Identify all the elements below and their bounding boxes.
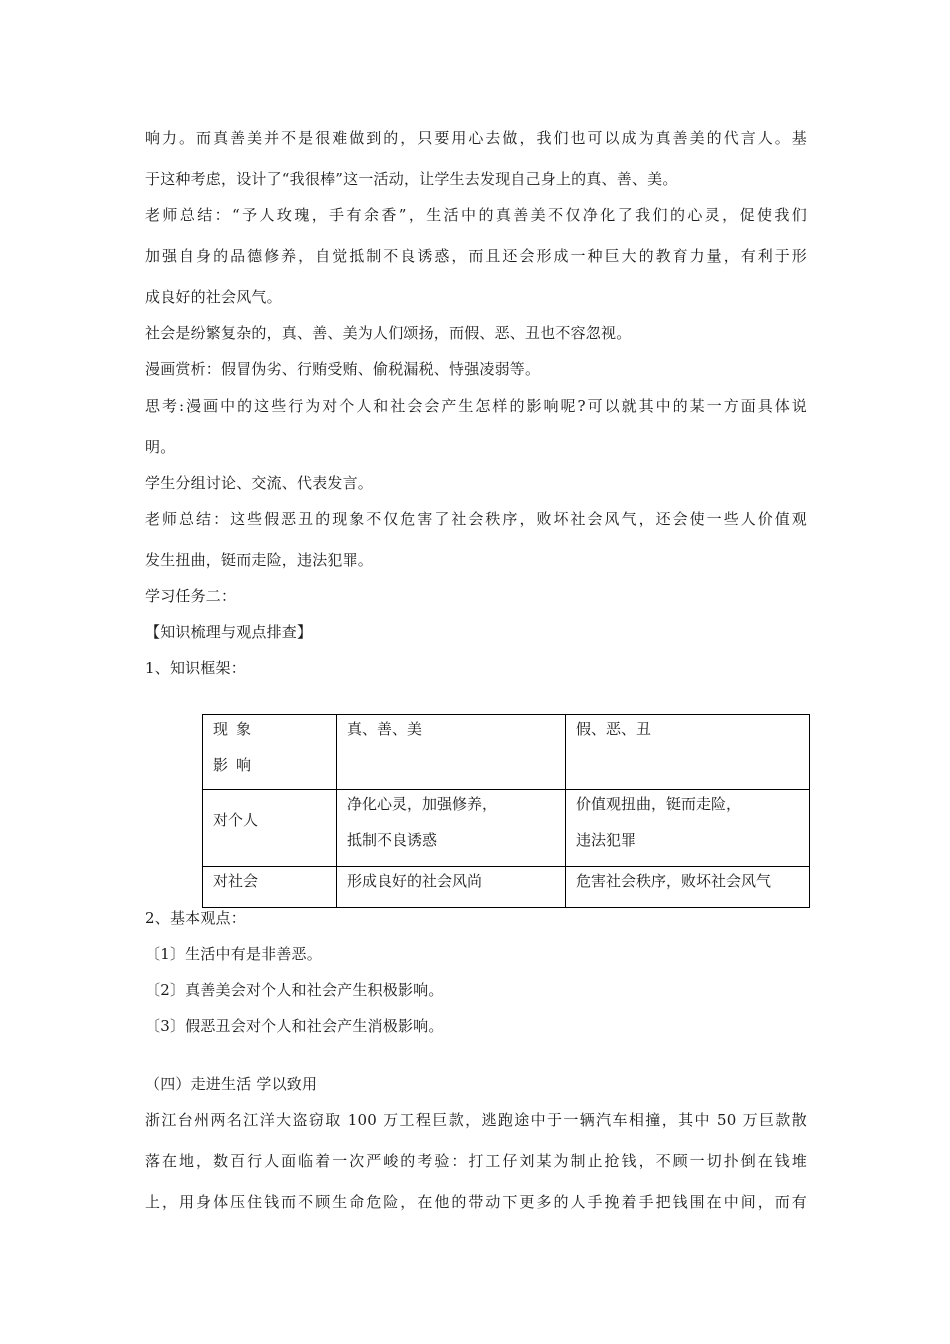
header-bad-label: 假、恶、丑: [576, 720, 652, 738]
cell-text: 危害社会秩序，败坏社会风气: [576, 872, 772, 890]
teacher-summary-line: 老师总结：“予人玫瑰，手有余香”，生活中的真善美不仅净化了我们的心灵，促使我们: [145, 206, 807, 224]
table-row: [203, 867, 810, 908]
cell-text: 价值观扭曲，铤而走险，: [576, 795, 742, 813]
section-heading: 2、基本观点：: [145, 909, 246, 927]
paragraph-line: 成良好的社会风气。: [145, 288, 282, 306]
paragraph-line: 落在地，数百行人面临着一次严峻的考验：打工仔刘某为制止抢钱，不顾一切扑倒在钱堆: [145, 1152, 807, 1170]
table-cell: [566, 867, 810, 908]
table-header-cell: [337, 715, 566, 790]
section-heading: 【知识梳理与观点排查】: [145, 623, 313, 641]
paragraph-line: 发生扭曲，铤而走险，违法犯罪。: [145, 551, 374, 569]
viewpoint-item: 〔2〕真善美会对个人和社会产生积极影响。: [145, 981, 444, 999]
paragraph-line: 上，用身体压住钱而不顾生命危险，在他的带动下更多的人手挽着手把钱围在中间，而有: [145, 1193, 807, 1211]
row-label: 对个人: [213, 811, 259, 829]
knowledge-framework-table: [202, 714, 810, 908]
viewpoint-item: 〔3〕假恶丑会对个人和社会产生消极影响。: [145, 1017, 444, 1035]
cell-text: 抵制不良诱惑: [347, 831, 438, 849]
cell-text: 形成良好的社会风尚: [347, 872, 483, 890]
table-row: [203, 790, 810, 867]
comic-appreciation-line: 漫画赏析：假冒伪劣、行贿受贿、偷税漏税、恃强凌弱等。: [145, 360, 541, 378]
section-heading: （四）走进生活 学以致用: [145, 1075, 318, 1093]
section-heading: 学习任务二：: [145, 587, 237, 605]
table-cell: [337, 790, 566, 867]
corner-top-label: 现象: [213, 720, 260, 738]
corner-bottom-label: 影响: [213, 756, 260, 774]
paragraph-line: 加强自身的品德修养，自觉抵制不良诱惑，而且还会形成一种巨大的教育力量，有利于形: [145, 247, 807, 265]
paragraph-line: 社会是纷繁复杂的，真、善、美为人们颂扬，而假、恶、丑也不容忽视。: [145, 324, 632, 342]
header-good-label: 真、善、美: [347, 720, 423, 738]
cell-text: 违法犯罪: [576, 831, 637, 849]
section-heading: 1、知识框架：: [145, 659, 246, 677]
paragraph-line: 明。: [145, 438, 176, 456]
table-corner-cell: [203, 715, 337, 790]
paragraph-line: 于这种考虑，设计了“我很棒”这一活动，让学生去发现自己身上的真、善、美。: [145, 170, 678, 188]
cell-text: 净化心灵，加强修养，: [347, 795, 498, 813]
viewpoint-item: 〔1〕生活中有是非善恶。: [145, 945, 322, 963]
table-cell: [337, 867, 566, 908]
paragraph-line: 学生分组讨论、交流、代表发言。: [145, 474, 374, 492]
teacher-summary-line: 老师总结：这些假恶丑的现象不仅危害了社会秩序，败坏社会风气，还会使一些人价值观: [145, 510, 807, 528]
table-row-label-cell: [203, 867, 337, 908]
paragraph-line: 响力。而真善美并不是很难做到的，只要用心去做，我们也可以成为真善美的代言人。基: [145, 129, 807, 147]
table-header-row: [203, 715, 810, 790]
table-cell: [566, 790, 810, 867]
table-row-label-cell: [203, 790, 337, 867]
thinking-question-line: 思考:漫画中的这些行为对个人和社会会产生怎样的影响呢?可以就其中的某一方面具体说: [145, 397, 807, 415]
paragraph-line: 浙江台州两名江洋大盗窃取 100 万工程巨款，逃跑途中于一辆汽车相撞，其中 50 万巨款散: [145, 1111, 807, 1129]
row-label: 对社会: [213, 872, 259, 890]
table-header-cell: [566, 715, 810, 790]
